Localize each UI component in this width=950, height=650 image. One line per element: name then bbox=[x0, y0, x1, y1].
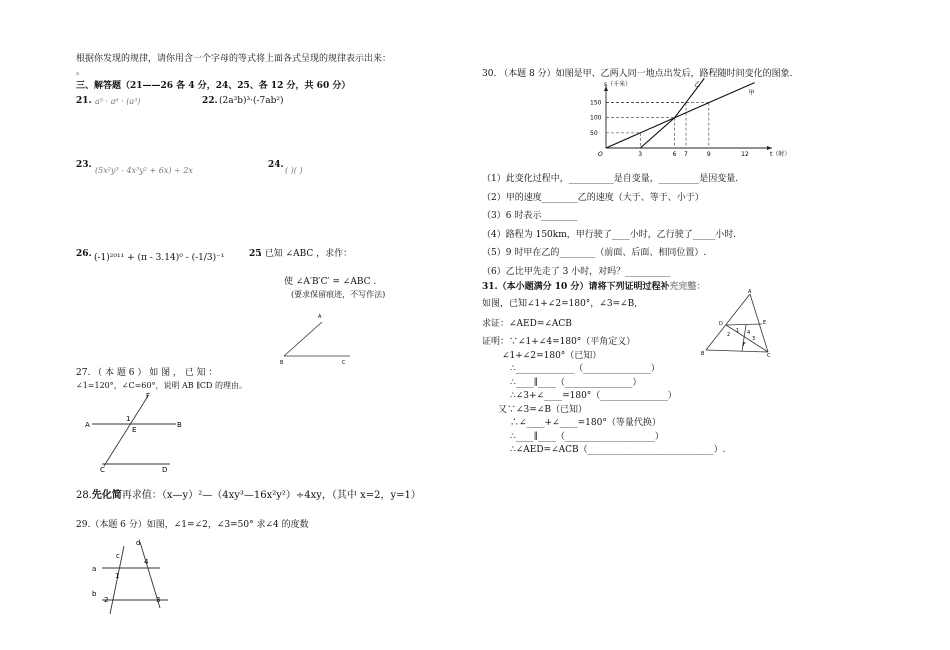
q31-label-3: 3 bbox=[752, 336, 756, 342]
q27-label-a: A bbox=[85, 421, 90, 429]
q31-label-1: 1 bbox=[736, 328, 740, 334]
chart-series-line bbox=[640, 78, 704, 148]
q27-parallel-lines-figure bbox=[80, 390, 190, 480]
q31-proof-line: 又∵∠3=∠B（已知） bbox=[498, 404, 587, 415]
q27-label-1: 1 bbox=[126, 415, 131, 423]
q30-item: （3）6 时表示________ bbox=[482, 211, 578, 221]
q31-label-2: 2 bbox=[727, 332, 731, 338]
q31-proof-line: ∴∠3+∠____=180°（_______________） bbox=[510, 391, 677, 401]
q31-title bbox=[482, 282, 705, 292]
q28-bold: 先化简 bbox=[91, 490, 122, 501]
q31-given: 如图，已知∠1+∠2=180°，∠3=∠B, bbox=[482, 299, 638, 309]
q30-item: （1）此变化过程中，__________是自变量，_________是因变量. bbox=[482, 174, 739, 184]
q31-proof-line: ∴∠____+∠____=180°（等量代换） bbox=[510, 418, 661, 428]
chart-x-arrow bbox=[767, 146, 772, 150]
q27-label-b: B bbox=[177, 421, 182, 429]
q29-label-2: 2 bbox=[104, 596, 109, 604]
q27-line2: ∠1=120°，∠C=60°，说明 AB ∥CD 的理由。 bbox=[76, 381, 247, 390]
q31-title-tail: 充完整： bbox=[669, 282, 706, 292]
q26-expression: (-1)²⁰¹¹ + (π - 3.14)⁰ - (-1/3)⁻¹ bbox=[94, 253, 225, 263]
chart-series-line bbox=[606, 83, 755, 148]
q28 bbox=[76, 490, 421, 502]
q27-label-e: E bbox=[132, 426, 137, 434]
q31-title-main: 31.（本小题满分 10 分）请将下列证明过程补 bbox=[482, 282, 670, 292]
q25-label-a: A bbox=[318, 314, 322, 320]
chart-y-tick-label: 150 bbox=[590, 99, 602, 107]
q31-prove: 求证：∠AED=∠ACB bbox=[482, 319, 572, 329]
q29-label-1: 1 bbox=[115, 572, 120, 580]
q31-label-d: D bbox=[719, 321, 723, 327]
q30-distance-time-chart bbox=[588, 81, 798, 160]
q29-lines-figure bbox=[88, 536, 178, 616]
q25-line2: 使 ∠A′B′C′ = ∠ABC . bbox=[284, 277, 377, 287]
q31-proof-line: ∴____∥____（_______________） bbox=[510, 377, 642, 388]
chart-series-label: 甲 bbox=[748, 89, 755, 97]
q29-label-d: d bbox=[136, 539, 141, 547]
chart-x-tick-label: 9 bbox=[706, 151, 711, 158]
q22-expression: (2a³b)³·(-7ab²) bbox=[219, 96, 284, 106]
q24-expression: ( )( ) bbox=[285, 166, 303, 175]
q30-item: （5）9 时甲在乙的________（前面、后面、相同位置）. bbox=[482, 248, 707, 258]
chart-x-tick-label: 6 bbox=[672, 151, 677, 158]
q31-proof-line: ∴∠AED=∠ACB（____________________________）. bbox=[510, 445, 726, 455]
intro-dot: 。 bbox=[76, 67, 86, 77]
q23-number: 23. bbox=[76, 160, 92, 170]
q21-expression: a⁵ · a⁶ · (a³) bbox=[95, 97, 141, 106]
chart-y-axis-label: s（千米） bbox=[604, 81, 632, 88]
q25-text: . 已知 ∠ABC ，求作： bbox=[259, 249, 353, 259]
q25-note: (要求保留痕迹，不写作法) bbox=[291, 290, 386, 299]
q31-label-e: E bbox=[763, 320, 767, 326]
q31-proof-line: ∠1+∠2=180°（已知） bbox=[502, 350, 602, 361]
q27-label-d: D bbox=[162, 466, 168, 474]
q29-label-4: 4 bbox=[144, 558, 149, 566]
q21-number: 21. bbox=[76, 96, 92, 106]
q29-label-3: 3 bbox=[156, 596, 161, 604]
q23-expression: (5x²y³ - 4x³y² + 6x) ÷ 2x bbox=[95, 166, 193, 175]
q31-proof-line: 证明：∵∠1+∠4=180°（平角定义） bbox=[482, 337, 636, 347]
q31-label-f: F bbox=[743, 342, 746, 348]
q28-text: 再求值：（x—y）²—（4xy³—16x²y²）÷4xy，（其中 x=2，y=1） bbox=[121, 490, 421, 501]
chart-x-axis-label: t（时） bbox=[770, 151, 791, 158]
q28-number: 28. bbox=[76, 490, 92, 501]
q30-item: （2）甲的速度________乙的速度（大于、等于、小于） bbox=[482, 192, 704, 203]
q31-label-4: 4 bbox=[747, 330, 751, 336]
q27-label-c: C bbox=[100, 466, 105, 474]
chart-x-tick-label: 3 bbox=[638, 151, 643, 158]
section-3-heading: 三、解答题（21——26 各 4 分，24、25、各 12 分，共 60 分） bbox=[76, 81, 351, 91]
q24-number: 24. bbox=[268, 160, 284, 170]
q30-text: 30. （本题 8 分）如图是甲、乙两人同一地点出发后，路程随时间变化的图象. bbox=[482, 69, 793, 79]
q30-item: （6）乙比甲先走了 3 小时，对吗？__________ bbox=[482, 266, 671, 277]
q31-label-c: C bbox=[767, 353, 771, 359]
q25-label-c: C bbox=[342, 360, 346, 366]
q27-text: 27. （ 本 题 6 ） 如 图 ， 已 知 ： bbox=[76, 368, 218, 378]
q31-proof-line: ∴_____________（_______________） bbox=[510, 364, 660, 374]
chart-origin-label: O bbox=[598, 151, 603, 158]
intro-text: 根据你发现的规律，请你用含一个字母的等式将上面各式呈现的规律表示出来： bbox=[76, 54, 392, 64]
q26-number: 26. bbox=[76, 249, 92, 259]
chart-y-tick-label: 50 bbox=[590, 129, 598, 137]
q22-number: 22. bbox=[202, 96, 218, 106]
q30-item: （4）路程为 150km，甲行驶了____小时，乙行驶了_____小时. bbox=[482, 229, 737, 240]
q29-text: 29.（本题 6 分）如图，∠1=∠2，∠3=50° 求∠4 的度数 bbox=[76, 520, 309, 530]
chart-series-label: 乙 bbox=[694, 81, 701, 89]
chart-x-tick-label: 12 bbox=[741, 151, 749, 158]
q31-triangle-figure bbox=[700, 288, 780, 360]
q27-label-f: F bbox=[146, 392, 151, 400]
q29-label-b: b bbox=[92, 590, 97, 598]
q25-number: 25 bbox=[249, 249, 262, 259]
q25-label-b: B bbox=[280, 360, 284, 366]
q31-label-a: A bbox=[748, 289, 752, 295]
q31-proof-line: ∴____∥____（____________________） bbox=[510, 431, 664, 442]
chart-y-tick-label: 100 bbox=[590, 114, 602, 122]
q31-label-b: B bbox=[701, 351, 705, 357]
q29-label-a: a bbox=[92, 565, 97, 573]
q29-label-c: c bbox=[116, 552, 120, 560]
chart-x-tick-label: 7 bbox=[684, 151, 688, 158]
q25-angle-figure bbox=[278, 310, 358, 370]
